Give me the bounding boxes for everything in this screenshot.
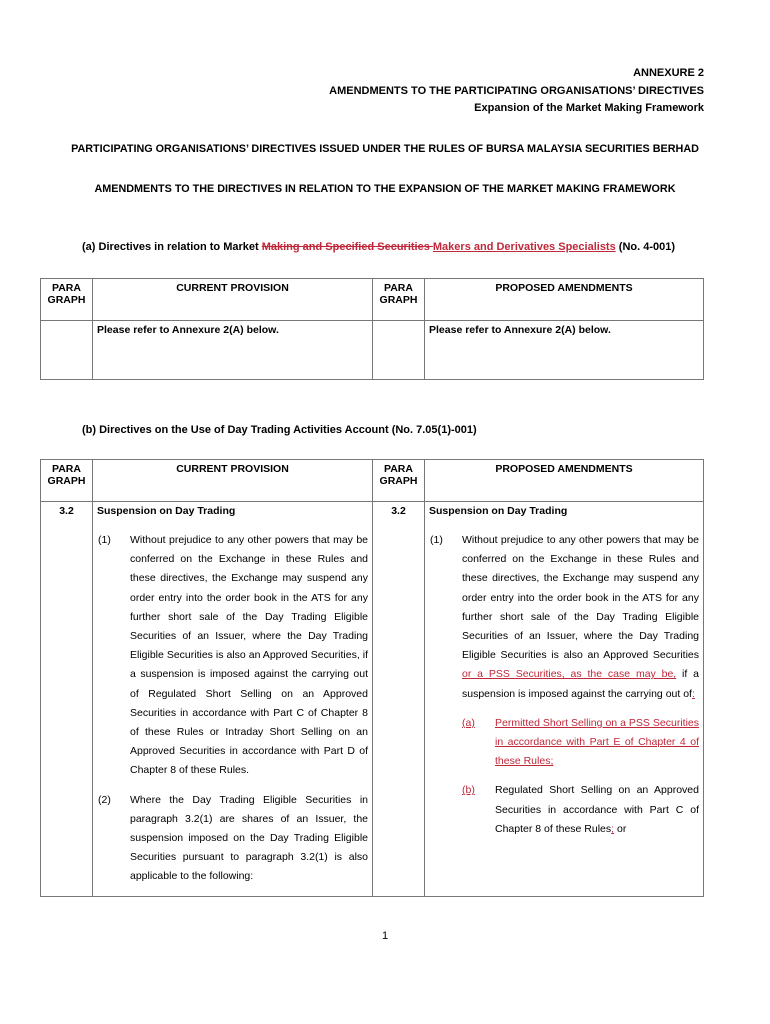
document-subtitle: AMENDMENTS TO THE DIRECTIVES IN RELATION TO THE EXPANSION OF THE MARKET MAKING FRAMEWORK [94,183,676,195]
inserted-text: : [691,687,695,700]
current-item-1 [97,531,368,781]
col-para-header: PARA GRAPH [41,460,93,502]
current-provision-cell: Please refer to Annexure 2(A) below. [93,321,373,380]
inserted-text: Makers and Derivatives Specialists [432,241,616,253]
col-para-header-2: PARA GRAPH [373,279,425,321]
para-number: 3.2 [41,502,93,897]
col-para-header: PARA GRAPH [41,279,93,321]
table-a [40,278,704,380]
proposed-subitem-b [429,781,699,839]
header-block [204,65,704,118]
para-cell [41,321,93,380]
proposed-subitem-a [429,714,699,772]
subitem-text: Regulated Short Selling on an Approved Securities in accordance with Part C of Chapter 8 of these Rules [495,784,699,835]
para-cell-2 [373,321,425,380]
item-text-cont: if a suspension is imposed against the carrying out of [462,668,699,700]
current-item-2 [97,791,368,887]
col-proposed-header: PROPOSED AMENDMENTS [425,279,704,321]
subitem-tail: or [614,822,627,835]
inserted-text: ; [611,822,615,835]
proposed-item-1 [429,531,699,704]
col-para-header-2: PARA GRAPH [373,460,425,502]
inserted-text: or a PSS Securities, as the case may be, [462,668,677,681]
header-subtitle: Expansion of the Market Making Framework [474,102,704,114]
item-number: (2) [98,793,111,806]
subitem-number: (b) [462,784,475,797]
item-text: Where the Day Trading Eligible Securities in paragraph 3.2(1) are shares of an Issuer, the suspension imposed on the Day Trading Eligible Securities pursuant to paragraph 3.2(1) is also applicable to the following: [130,793,368,883]
subitem-body [462,781,699,839]
subitem-body [462,714,699,772]
subitem-number: (a) [462,716,475,729]
section-a-suffix: (No. 4-001) [615,241,676,253]
proposed-title: Suspension on Day Trading [429,505,568,517]
inserted-text: Permitted Short Selling on a PSS Securities in accordance with Part E of Chapter 4 of these Rules; [495,716,699,768]
para-number-2: 3.2 [373,502,425,897]
proposed-amendment-cell: Please refer to Annexure 2(A) below. [425,321,704,380]
document-title: PARTICIPATING ORGANISATIONS’ DIRECTIVES ISSUED UNDER THE RULES OF BURSA MALAYSIA SECURITIES BERHAD [71,143,699,155]
section-a-heading [82,241,675,253]
annexure-label: ANNEXURE 2 [633,67,704,79]
section-b-heading: (b) Directives on the Use of Day Trading Activities Account (No. 7.05(1)-001) [82,424,477,436]
table-b [40,459,704,897]
item-text: Without prejudice to any other powers that may be conferred on the Exchange in these Rules and these directives, the Exchange may suspend any order entry into the order book in the ATS for any further short sale of the Day Trading Eligible Securities of an Issuer, where the Day Trading Eligible Securities is also an Approved Securities, if a suspension is imposed against the carrying out of Regulated Short Selling on an Approved Securities in accordance with Part C of Chapter 8 of these Rules or Intraday Short Selling on an Approved Securities in accordance with Part D of Chapter 8 of these Rules. [130,534,368,777]
item-text: Without prejudice to any other powers that may be conferred on the Exchange in these Rules and these directives, the Exchange may suspend any order entry into the order book in the ATS for any further short sale of the Day Trading Eligible Securities of an Issuer, where the Day Trading Eligible Securities is also an Approved Securities [462,534,699,662]
page-number: 1 [381,930,389,942]
item-number: (1) [430,534,443,546]
current-title: Suspension on Day Trading [97,505,236,517]
col-current-header: CURRENT PROVISION [93,460,373,502]
header-title: AMENDMENTS TO THE PARTICIPATING ORGANISATIONS’ DIRECTIVES [329,84,704,97]
col-proposed-header: PROPOSED AMENDMENTS [425,460,704,502]
current-provision-cell [93,502,373,897]
proposed-amendment-cell [425,502,704,897]
col-current-header: CURRENT PROVISION [93,279,373,321]
deleted-text: Making and Specified Securities [261,241,433,253]
section-a-prefix: (a) Directives in relation to Market [82,241,262,253]
item-number: (1) [98,534,111,546]
